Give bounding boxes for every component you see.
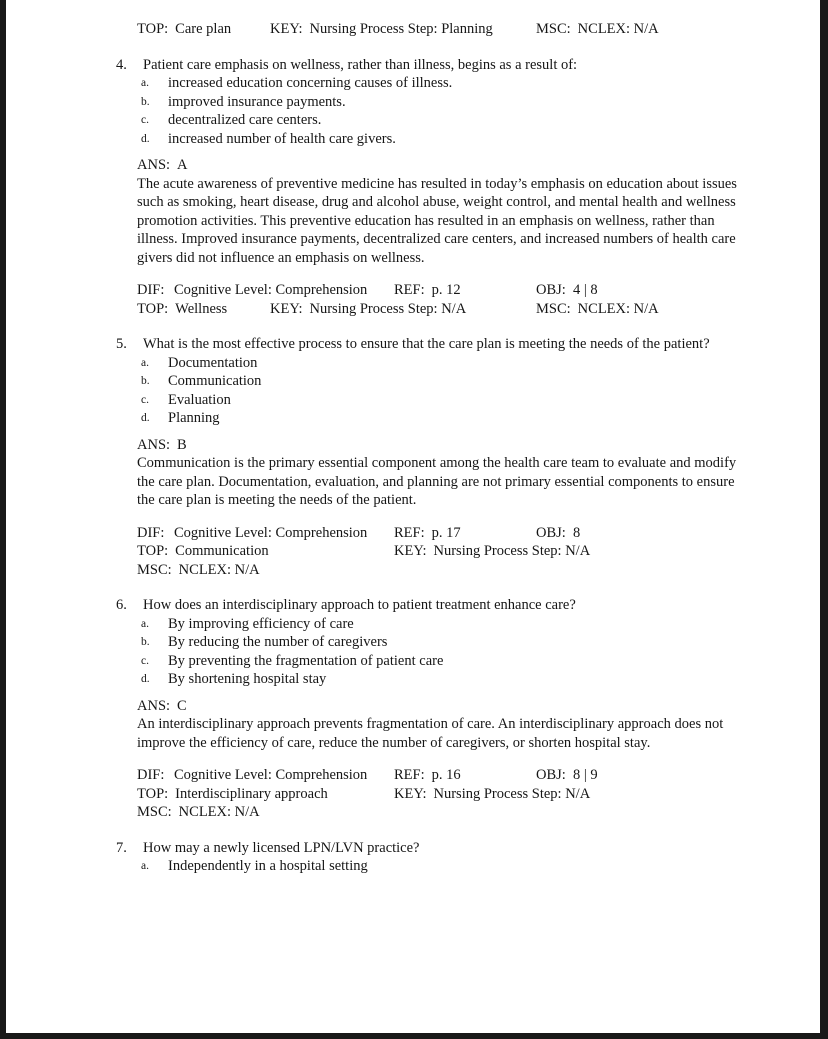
option-text: By reducing the number of caregivers bbox=[168, 634, 388, 650]
question-number: 7. bbox=[116, 839, 127, 856]
question-block-4 bbox=[116, 56, 820, 319]
meta-cell-msc bbox=[536, 20, 659, 39]
meta-cell-top bbox=[137, 542, 269, 561]
meta-value: Nursing Process Step: N/A bbox=[433, 785, 591, 802]
meta-value: NCLEX: N/A bbox=[577, 21, 659, 37]
meta-cell-top bbox=[137, 300, 227, 319]
option-text: decentralized care centers. bbox=[168, 112, 322, 128]
meta-label: KEY: bbox=[270, 21, 303, 37]
answer-label: ANS: bbox=[137, 157, 171, 173]
meta-label: TOP: bbox=[137, 300, 169, 317]
option-letter: a. bbox=[141, 617, 149, 630]
meta-label: TOP: bbox=[137, 785, 169, 802]
option-letter: a. bbox=[141, 77, 149, 89]
meta-value: 8 | 9 bbox=[573, 767, 598, 783]
meta-cell-key bbox=[394, 785, 590, 804]
option-row bbox=[141, 354, 820, 373]
rationale-text: Communication is the primary essential component among the health care team to evaluate and modify the care plan. Documentation, evaluation, and planning are not primary essential components to ensure the care plan is meeting the needs of the patient. bbox=[137, 455, 737, 508]
option-row bbox=[141, 409, 820, 428]
option-text: By improving efficiency of care bbox=[168, 615, 354, 632]
answer-label: ANS: bbox=[137, 436, 171, 453]
meta-row bbox=[137, 561, 820, 580]
option-text: improved insurance payments. bbox=[168, 93, 346, 110]
answer-label: ANS: bbox=[137, 697, 171, 714]
meta-cell-ref bbox=[394, 766, 461, 785]
question-number: 4. bbox=[116, 56, 127, 73]
question-number: 6. bbox=[116, 597, 127, 613]
meta-value: Cognitive Level: Comprehension bbox=[174, 282, 368, 298]
answer-value: A bbox=[177, 157, 188, 173]
question-text: Patient care emphasis on wellness, rather than illness, begins as a result of: bbox=[143, 56, 578, 73]
option-letter: c. bbox=[141, 654, 149, 667]
question-number: 5. bbox=[116, 336, 127, 352]
meta-row bbox=[137, 524, 820, 543]
document-page bbox=[6, 0, 820, 1033]
option-letter: a. bbox=[141, 356, 149, 369]
meta-label: DIF: bbox=[137, 282, 165, 298]
meta-cell-dif bbox=[137, 766, 367, 785]
options-list bbox=[141, 74, 820, 148]
question-head bbox=[116, 56, 820, 75]
meta-label: REF: bbox=[394, 282, 425, 298]
meta-cell-dif bbox=[137, 281, 367, 300]
option-row bbox=[141, 615, 820, 634]
meta-value: Cognitive Level: Comprehension bbox=[174, 524, 368, 541]
answer-row bbox=[137, 697, 820, 716]
option-row bbox=[141, 670, 820, 689]
option-text: Evaluation bbox=[168, 391, 231, 408]
meta-cell-ref bbox=[394, 281, 461, 300]
meta-value: NCLEX: N/A bbox=[178, 561, 260, 578]
option-row bbox=[141, 74, 820, 93]
meta-value: Nursing Process Step: N/A bbox=[433, 543, 591, 559]
meta-value: NCLEX: N/A bbox=[577, 300, 659, 317]
option-letter: b. bbox=[141, 636, 150, 648]
option-letter: b. bbox=[141, 95, 150, 108]
question-text: How may a newly licensed LPN/LVN practice? bbox=[143, 839, 420, 856]
question-head bbox=[116, 596, 820, 615]
meta-label: MSC: bbox=[536, 300, 571, 317]
option-row bbox=[141, 391, 820, 410]
meta-value: Cognitive Level: Comprehension bbox=[174, 767, 368, 783]
option-letter: d. bbox=[141, 412, 150, 424]
meta-value: Nursing Process Step: N/A bbox=[309, 300, 467, 317]
answer-section bbox=[137, 697, 820, 753]
meta-label: KEY: bbox=[394, 543, 427, 559]
meta-label: KEY: bbox=[270, 300, 303, 317]
meta-block bbox=[137, 524, 820, 580]
meta-label: MSC: bbox=[536, 21, 571, 37]
meta-cell-obj bbox=[536, 281, 598, 300]
meta-value: p. 12 bbox=[431, 282, 461, 298]
option-row bbox=[141, 130, 820, 149]
question-text: How does an interdisciplinary approach to patient treatment enhance care? bbox=[143, 597, 576, 613]
meta-label: MSC: bbox=[137, 804, 172, 820]
meta-value: Care plan bbox=[175, 21, 232, 37]
meta-label: TOP: bbox=[137, 543, 169, 559]
meta-cell-msc bbox=[536, 300, 659, 319]
meta-label: OBJ: bbox=[536, 282, 566, 298]
option-letter: a. bbox=[141, 860, 149, 872]
question-text: What is the most effective process to ensure that the care plan is meeting the needs of the patient? bbox=[143, 336, 710, 352]
option-row bbox=[141, 652, 820, 671]
meta-row bbox=[137, 766, 820, 785]
meta-label: DIF: bbox=[137, 524, 165, 541]
meta-value: Communication bbox=[175, 543, 269, 559]
option-text: Documentation bbox=[168, 354, 258, 371]
option-letter: c. bbox=[141, 393, 149, 406]
meta-cell-obj bbox=[536, 766, 598, 785]
option-text: By preventing the fragmentation of patient care bbox=[168, 652, 444, 669]
meta-row bbox=[137, 300, 820, 319]
option-text: By shortening hospital stay bbox=[168, 671, 327, 687]
question-block-6 bbox=[116, 596, 820, 822]
meta-row bbox=[137, 20, 820, 39]
meta-value: Wellness bbox=[175, 300, 228, 317]
meta-label: OBJ: bbox=[536, 767, 566, 783]
option-letter: d. bbox=[141, 132, 150, 145]
meta-block bbox=[137, 281, 820, 318]
question-block-5 bbox=[116, 335, 820, 579]
meta-label: REF: bbox=[394, 524, 425, 541]
option-text: increased education concerning causes of illness. bbox=[168, 75, 453, 91]
question-block-7 bbox=[116, 839, 820, 876]
meta-label: MSC: bbox=[137, 561, 172, 578]
options-list bbox=[141, 615, 820, 689]
option-letter: b. bbox=[141, 375, 150, 387]
answer-value: B bbox=[177, 436, 187, 453]
meta-cell-ref bbox=[394, 524, 461, 543]
options-list bbox=[141, 354, 820, 428]
meta-cell-dif bbox=[137, 524, 367, 543]
option-row bbox=[141, 372, 820, 391]
answer-row bbox=[137, 156, 820, 175]
meta-value: 4 | 8 bbox=[573, 282, 598, 298]
option-row bbox=[141, 93, 820, 112]
meta-value: 8 bbox=[573, 524, 581, 541]
meta-row bbox=[137, 281, 820, 300]
meta-label: KEY: bbox=[394, 785, 427, 802]
answer-section bbox=[137, 156, 820, 267]
meta-cell-msc bbox=[137, 803, 260, 822]
meta-cell-key bbox=[270, 20, 493, 39]
option-row bbox=[141, 633, 820, 652]
option-text: Communication bbox=[168, 373, 262, 389]
meta-cell-msc bbox=[137, 561, 260, 580]
answer-section bbox=[137, 436, 820, 510]
meta-block bbox=[137, 766, 820, 822]
meta-value: NCLEX: N/A bbox=[178, 804, 260, 820]
question-head bbox=[116, 839, 820, 858]
meta-label: OBJ: bbox=[536, 524, 566, 541]
option-letter: d. bbox=[141, 673, 150, 685]
meta-cell-key bbox=[270, 300, 466, 319]
meta-label: TOP: bbox=[137, 21, 169, 37]
meta-value: Interdisciplinary approach bbox=[175, 785, 328, 802]
meta-value: p. 17 bbox=[431, 524, 461, 541]
option-row bbox=[141, 111, 820, 130]
meta-value: p. 16 bbox=[431, 767, 461, 783]
meta-label: REF: bbox=[394, 767, 425, 783]
option-text: Planning bbox=[168, 410, 220, 426]
meta-row bbox=[137, 785, 820, 804]
meta-cell-obj bbox=[536, 524, 580, 543]
question-head bbox=[116, 335, 820, 354]
meta-value: Nursing Process Step: Planning bbox=[309, 21, 493, 37]
meta-cell-key bbox=[394, 542, 590, 561]
answer-row bbox=[137, 436, 820, 455]
meta-row bbox=[137, 803, 820, 822]
option-text: Independently in a hospital setting bbox=[168, 858, 368, 874]
meta-cell-top bbox=[137, 20, 231, 39]
option-letter: c. bbox=[141, 114, 149, 126]
option-row bbox=[141, 857, 820, 876]
rationale-text: The acute awareness of preventive medicine has resulted in today’s emphasis on education about issues such as smoking, heart disease, drug and alcohol abuse, weight control, and mental health and wellness promotion activities. This preventive education has resulted in an emphasis on wellness, rather than illness. Improved insurance payments, decentralized care centers, and increased numbers of health care givers did not influence an emphasis on wellness. bbox=[137, 175, 737, 266]
answer-value: C bbox=[177, 697, 187, 714]
option-text: increased number of health care givers. bbox=[168, 130, 396, 147]
meta-label: DIF: bbox=[137, 767, 165, 783]
meta-row bbox=[137, 542, 820, 561]
leading-meta-block bbox=[137, 20, 820, 39]
meta-cell-top bbox=[137, 785, 328, 804]
document-content bbox=[6, 0, 820, 876]
options-list bbox=[141, 857, 820, 876]
rationale-text: An interdisciplinary approach prevents fragmentation of care. An interdisciplinary approach does not improve the efficiency of care, reduce the number of caregivers, or shorten hospital stay. bbox=[137, 716, 724, 751]
